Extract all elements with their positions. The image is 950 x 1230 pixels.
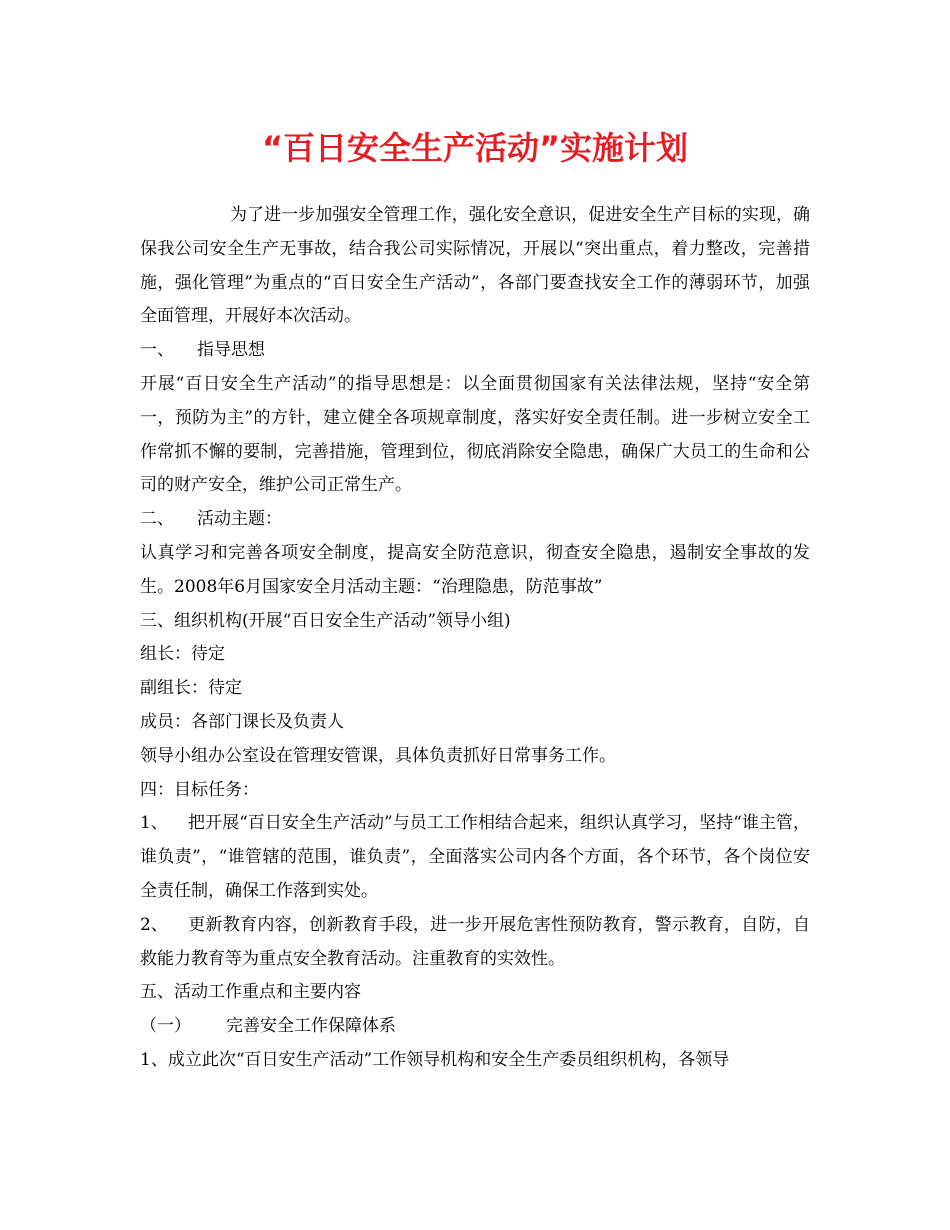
section-heading-4: 四：目标任务：: [140, 779, 259, 800]
members-line: 成员：各部门课长及负责人: [140, 711, 344, 732]
section-title: 指导思想: [197, 340, 265, 361]
section-heading-1: [140, 334, 810, 368]
section-heading-2: [140, 503, 810, 537]
section-number: 一、: [140, 340, 174, 361]
list-item: [140, 807, 810, 908]
section-title: 活动主题：: [197, 509, 282, 530]
subsection-title: 完善安全工作保障体系: [226, 1016, 396, 1037]
subsection-number: （一）: [140, 1016, 191, 1037]
list-item-text: 把开展“百日安全生产活动”与员工工作相结合起来，组织认真学习，坚持“谁主管，谁负责”，“谁管辖的范围，谁负责”，全面落实公司内各个方面，各个环节，各个岗位安全责任制，确保工作落到实处。: [140, 813, 810, 901]
list-item: 1、成立此次“百日安生产活动”工作领导机构和安全生产委员组织机构，各领导: [140, 1049, 730, 1070]
list-item-number: 1、: [140, 813, 168, 834]
section-heading-5: 五、活动工作重点和主要内容: [140, 982, 361, 1003]
office-line: 领导小组办公室设在管理安管课，具体负责抓好日常事务工作。: [140, 745, 616, 766]
subsection-heading: [140, 1010, 810, 1044]
section-heading-3: 三、组织机构(开展“百日安全生产活动”领导小组): [140, 610, 511, 631]
intro-paragraph: 为了进一步加强安全管理工作，强化安全意识，促进安全生产目标的实现，确保我公司安全生产无事故，结合我公司实际情况，开展以“突出重点，着力整改，完善措施，强化管理”为重点的“百日安全生产活动”，各部门要查找安全工作的薄弱环节，加强全面管理，开展好本次活动。: [140, 205, 810, 327]
list-item: [140, 909, 810, 977]
section-number: 二、: [140, 509, 174, 530]
list-item-number: 2、: [140, 914, 168, 935]
document-title: “百日安全生产活动”实施计划: [261, 129, 689, 167]
deputy-leader-line: 副组长：待定: [140, 678, 242, 699]
leader-line: 组长：待定: [140, 644, 225, 665]
list-item-text: 更新教育内容，创新教育手段，进一步开展危害性预防教育，警示教育，自防，自救能力教育等为重点安全教育活动。注重教育的实效性。: [140, 914, 810, 969]
section-1-body: 开展“百日安全生产活动”的指导思想是：以全面贯彻国家有关法律法规，坚持“安全第一，预防为主”的方针，建立健全各项规章制度，落实好安全责任制。进一步树立安全工作常抓不懈的要制，完善措施，管理到位，彻底消除安全隐患，确保广大员工的生命和公司的财产安全，维护公司正常生产。: [140, 373, 810, 496]
section-2-body: 认真学习和完善各项安全制度，提高安全防范意识，彻查安全隐患，遏制安全事故的发生。2008年6月国家安全月活动主题：“治理隐患，防范事故”: [140, 542, 810, 597]
document-body: [140, 199, 810, 1078]
